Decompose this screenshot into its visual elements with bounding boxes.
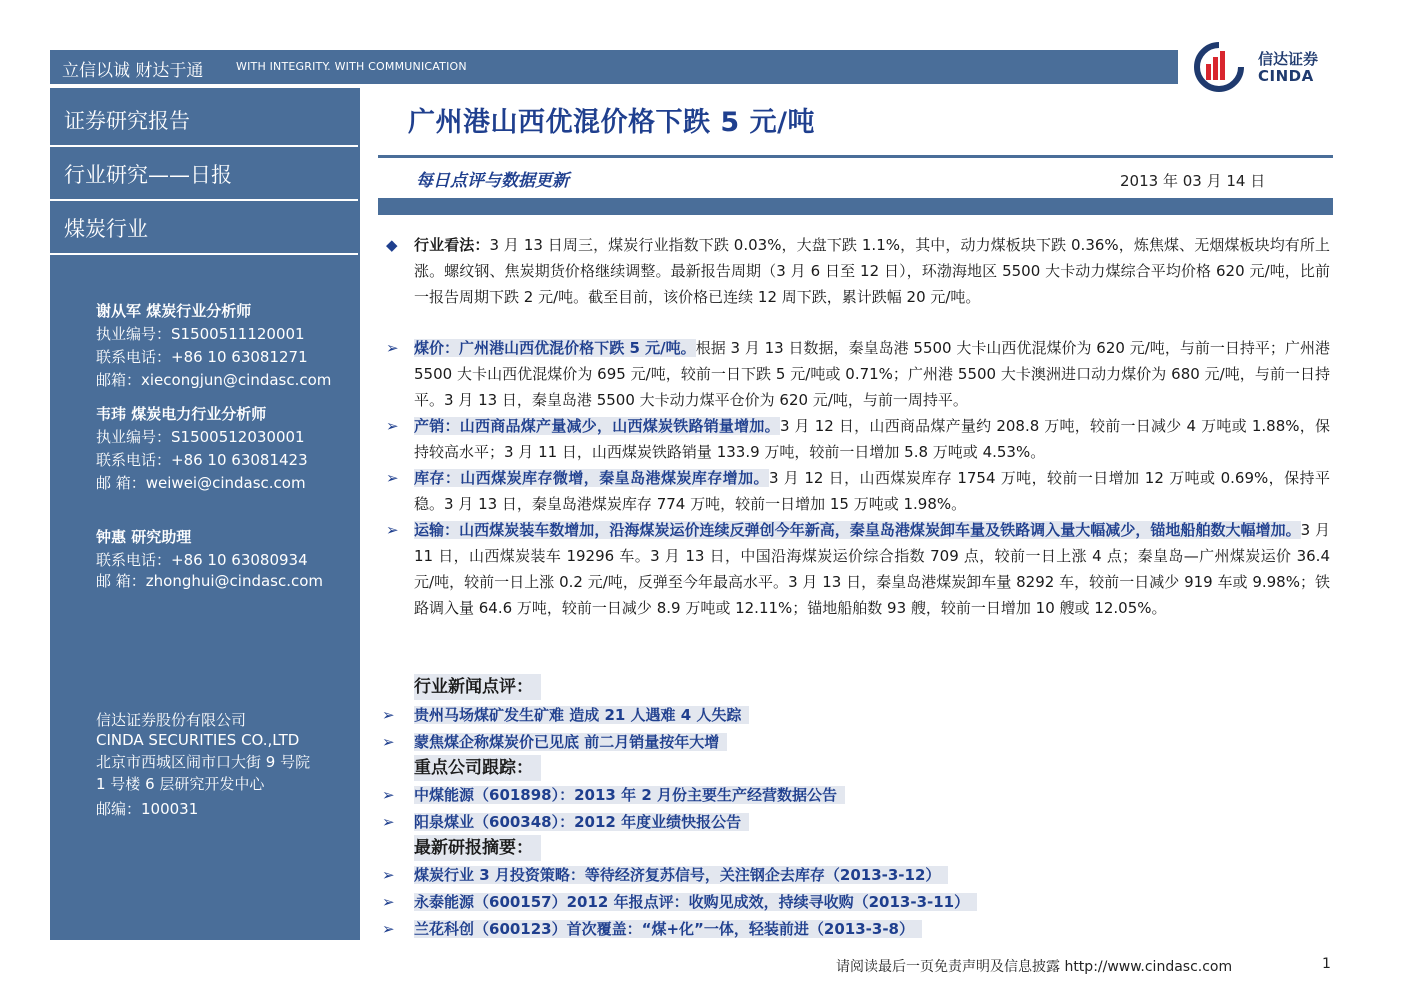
company-name-en: CINDA SECURITIES CO.,LTD <box>96 731 300 749</box>
news-item[interactable] <box>382 703 749 727</box>
paragraph-outlook <box>386 232 1330 310</box>
report-category: 行业研究——日报 <box>64 163 232 187</box>
page-number: 1 <box>1322 956 1331 972</box>
report-title: 广州港山西优混价格下跌 5 元/吨 <box>408 107 815 138</box>
cinda-logo-icon <box>1192 42 1246 92</box>
paragraph-lead: 库存：山西煤炭库存微增，秦皇岛港煤炭库存增加。 <box>414 469 769 487</box>
slogan-cn: 立信以诚 财达于通 <box>62 61 204 81</box>
slogan-en: WITH INTEGRITY. WITH COMMUNICATION <box>236 60 467 73</box>
company-name-cn: 信达证券股份有限公司 <box>96 711 247 729</box>
arrow-bullet-icon: ➢ <box>386 521 399 539</box>
cinda-logo <box>1192 42 1342 92</box>
sidebar-divider <box>50 199 358 201</box>
company-item[interactable] <box>382 783 845 807</box>
arrow-bullet-icon: ➢ <box>386 469 399 487</box>
arrow-bullet-icon: ➢ <box>382 866 395 884</box>
paragraph-text: 3 月 11 日，山西煤炭装车 19296 车。3 月 13 日，中国沿海煤炭运价综合指数 709 点，较前一日上涨 4 点；秦皇岛—广州煤炭运价 36.4 元/吨，较前一日上涨 0.2 元/吨，反弹至今年最高水平。3 月 13 日，秦皇岛港煤炭卸车量 8292 车，较前一日减少 919 车或 9.98%；铁路调入量 64.6 万吨，较前一日减少 8.9 万吨或 12.11%；锚地船舶数 93 艘，较前一日增加 10 艘或 12.05%。 <box>414 521 1330 617</box>
research-item-label[interactable]: 永泰能源（600157）2012 年报点评：收购见成效，持续寻收购（2013-3-11） <box>414 893 977 911</box>
company-item-label[interactable]: 中煤能源（601898）：2013 年 2 月份主要生产经营数据公告 <box>414 786 845 804</box>
paragraph-text: 根据 3 月 13 日数据，秦皇岛港 5500 大卡山西优混煤价为 620 元/吨，与前一日持平；广州港 5500 大卡山西优混煤价为 695 元/吨，较前一日下跌 5 元/吨或 0.71%；广州港 5500 大卡澳洲进口动力煤价为 680 元/吨，与前一日持平。3 月 13 日，秦皇岛港 5500 大卡动力煤平仓价为 620 元/吨，与前一周持平。 <box>414 339 1330 409</box>
analyst-name: 谢从军 煤炭行业分析师 <box>96 302 252 320</box>
arrow-bullet-icon: ➢ <box>382 786 395 804</box>
footer-disclaimer[interactable]: 请阅读最后一页免责声明及信息披露 http://www.cindasc.com <box>836 959 1233 975</box>
companies-heading: 重点公司跟踪： <box>414 755 541 781</box>
sidebar-divider <box>50 145 358 147</box>
company-item-label[interactable]: 阳泉煤业（600348）：2012 年度业绩快报公告 <box>414 813 749 831</box>
paragraph-inventory <box>386 465 1330 517</box>
paragraph-price <box>386 335 1330 413</box>
company-item[interactable] <box>382 810 749 834</box>
industry-name: 煤炭行业 <box>64 217 148 241</box>
analyst-id: 执业编号：S1500512030001 <box>96 428 305 446</box>
paragraph-lead: 煤价：广州港山西优混价格下跌 5 元/吨。 <box>414 339 696 357</box>
analyst-name: 韦玮 煤炭电力行业分析师 <box>96 405 267 423</box>
logo-text-cn: 信达证券 <box>1258 50 1319 68</box>
logo-text-en: CINDA <box>1258 67 1314 85</box>
research-heading: 最新研报摘要： <box>414 835 541 861</box>
news-item[interactable] <box>382 730 727 754</box>
arrow-bullet-icon: ➢ <box>386 339 399 357</box>
news-item-label[interactable]: 蒙焦煤企称煤炭价已见底 前二月销量按年大增 <box>414 733 727 751</box>
arrow-bullet-icon: ➢ <box>382 733 395 751</box>
report-type: 证券研究报告 <box>64 109 190 133</box>
news-item-label[interactable]: 贵州马场煤矿发生矿难 造成 21 人遇难 4 人失踪 <box>414 706 749 724</box>
arrow-bullet-icon: ➢ <box>382 706 395 724</box>
header-band <box>378 198 1333 215</box>
paragraph-lead: 产销：山西商品煤产量减少，山西煤炭铁路销量增加。 <box>414 417 780 435</box>
sidebar <box>50 88 360 940</box>
paragraph-production <box>386 413 1330 465</box>
paragraph-transport <box>386 517 1330 621</box>
research-item[interactable] <box>382 890 977 914</box>
analyst-name: 钟惠 研究助理 <box>96 528 192 546</box>
news-heading: 行业新闻点评： <box>414 674 541 700</box>
analyst-email[interactable]: 邮箱：xiecongjun@cindasc.com <box>96 371 332 389</box>
arrow-bullet-icon: ➢ <box>382 813 395 831</box>
arrow-bullet-icon: ➢ <box>382 920 395 938</box>
company-postcode: 邮编：100031 <box>96 800 199 818</box>
analyst-phone: 联系电话：+86 10 63080934 <box>96 551 308 569</box>
analyst-phone: 联系电话：+86 10 63081271 <box>96 348 308 366</box>
report-subtitle: 每日点评与数据更新 <box>416 171 569 191</box>
research-item[interactable] <box>382 917 922 941</box>
company-address: 1 号楼 6 层研究开发中心 <box>96 775 265 793</box>
analyst-email[interactable]: 邮 箱：weiwei@cindasc.com <box>96 474 306 492</box>
paragraph-text: 3 月 12 日，山西商品煤产量约 208.8 万吨，较前一日减少 4 万吨或 1.88%，保持较高水平；3 月 11 日，山西煤炭铁路销量 133.9 万吨，较前一日增加 5.8 万吨或 4.53%。 <box>414 417 1330 461</box>
title-rule <box>378 155 1333 158</box>
research-item[interactable] <box>382 863 948 887</box>
sidebar-divider <box>50 253 358 255</box>
arrow-bullet-icon: ➢ <box>382 893 395 911</box>
analyst-email[interactable]: 邮 箱：zhonghui@cindasc.com <box>96 572 324 590</box>
research-item-label[interactable]: 煤炭行业 3 月投资策略：等待经济复苏信号，关注钢企去库存（2013-3-12） <box>414 866 948 884</box>
diamond-bullet-icon: ◆ <box>386 236 398 254</box>
analyst-id: 执业编号：S1500511120001 <box>96 325 305 343</box>
paragraph-text: 3 月 13 日周三，煤炭行业指数下跌 0.03%，大盘下跌 1.1%，其中，动力煤板块下跌 0.36%，炼焦煤、无烟煤板块均有所上涨。螺纹钢、焦炭期货价格继续调整。最新报告周期（3 月 6 日至 12 日），环渤海地区 5500 大卡动力煤综合平均价格 620 元/吨，比前一报告周期下跌 2 元/吨。截至目前，该价格已连续 12 周下跌，累计跌幅 20 元/吨。 <box>414 236 1330 306</box>
report-date: 2013 年 03 月 14 日 <box>1120 172 1266 190</box>
company-address: 北京市西城区闹市口大街 9 号院 <box>96 753 311 771</box>
paragraph-lead: 运输：山西煤炭装车数增加，沿海煤炭运价连续反弹创今年新高，秦皇岛港煤炭卸车量及铁路调入量大幅减少，锚地船舶数大幅增加。 <box>414 521 1301 539</box>
paragraph-lead: 行业看法： <box>414 236 490 254</box>
arrow-bullet-icon: ➢ <box>386 417 399 435</box>
analyst-phone: 联系电话：+86 10 63081423 <box>96 451 308 469</box>
research-item-label[interactable]: 兰花科创（600123）首次覆盖：“煤+化”一体，轻装前进（2013-3-8） <box>414 920 922 938</box>
top-banner <box>50 50 1178 84</box>
paragraph-text: 3 月 12 日，山西煤炭库存 1754 万吨，较前一日增加 12 万吨或 0.69%，保持平稳。3 月 13 日，秦皇岛港煤炭库存 774 万吨，较前一日增加 15 万吨或 1.98%。 <box>414 469 1330 513</box>
